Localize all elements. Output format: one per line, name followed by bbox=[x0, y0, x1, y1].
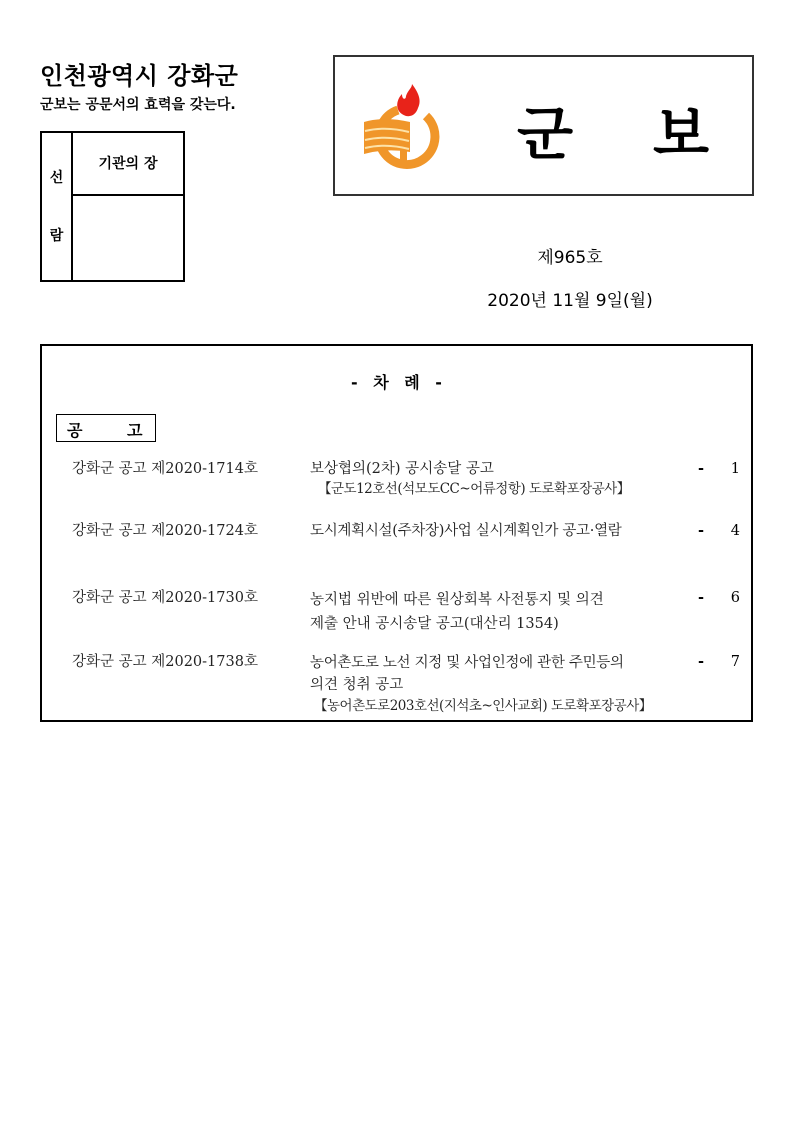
toc-title: - 차 례 - bbox=[351, 373, 442, 392]
approval-side-label-bottom: 람 bbox=[49, 228, 64, 244]
toc-entry-dash: - bbox=[698, 589, 705, 606]
toc-entry-notice-no: 강화군 공고 제2020-1738호 bbox=[72, 654, 258, 670]
toc-entry-title[interactable] bbox=[310, 459, 700, 499]
ganghwa-county-emblem-icon bbox=[360, 82, 450, 172]
section-header-notice bbox=[56, 414, 156, 442]
approval-side-column bbox=[42, 133, 73, 280]
issue-date: 2020년 11월 9일(월) bbox=[487, 291, 653, 311]
toc-entry-page[interactable]: 4 bbox=[730, 523, 740, 539]
approval-head-label: 기관의 장 bbox=[98, 156, 158, 172]
issue-number: 제965호 bbox=[537, 248, 603, 268]
org-subtitle: 군보는 공문서의 효력을 갖는다. bbox=[40, 97, 236, 113]
toc-entry-title[interactable] bbox=[310, 588, 700, 636]
toc-entry-title-line: 의견 청취 공고 bbox=[310, 677, 404, 693]
toc-entry-title-line: 농어촌도로 노선 지정 및 사업인정에 관한 주민등의 bbox=[310, 655, 624, 671]
masthead-title-char-1: 군 bbox=[517, 100, 574, 168]
toc-entry-sub-line: 【농어촌도로203호선(지석초~인사교회) 도로확포장공사】 bbox=[314, 698, 652, 714]
toc-entry-page[interactable]: 7 bbox=[730, 654, 740, 670]
toc-entry-sub-line: 【군도12호선(석모도CC~어류정항) 도로확포장공사】 bbox=[318, 481, 630, 497]
toc-entry-dash: - bbox=[698, 522, 705, 539]
toc-entry-dash: - bbox=[698, 460, 705, 477]
approval-side-label-top: 선 bbox=[49, 170, 64, 186]
toc-entry-title-line: 도시계획시설(주차장)사업 실시계획인가 공고·열람 bbox=[310, 523, 622, 539]
table-of-contents bbox=[40, 344, 753, 722]
approval-box bbox=[40, 131, 185, 282]
masthead-title-char-2: 보 bbox=[653, 100, 710, 168]
toc-entry-title[interactable] bbox=[310, 652, 700, 716]
toc-entry-notice-no: 강화군 공고 제2020-1714호 bbox=[72, 461, 258, 477]
approval-signature-cell bbox=[73, 196, 183, 280]
toc-entry-notice-no: 강화군 공고 제2020-1724호 bbox=[72, 523, 258, 539]
section-char-1: 공 bbox=[67, 421, 83, 440]
toc-entry-page[interactable]: 6 bbox=[730, 590, 740, 606]
toc-entry-title-line: 농지법 위반에 따른 원상회복 사전통지 및 의견 bbox=[310, 592, 604, 608]
org-title: 인천광역시 강화군 bbox=[40, 62, 239, 90]
section-char-2: 고 bbox=[127, 421, 143, 440]
masthead-box bbox=[333, 55, 754, 196]
toc-entry-dash: - bbox=[698, 653, 705, 670]
toc-entry-title-line: 보상협의(2차) 공시송달 공고 bbox=[310, 461, 494, 477]
toc-entry-page[interactable]: 1 bbox=[730, 461, 740, 477]
approval-head-cell bbox=[73, 133, 183, 196]
toc-entry-title[interactable] bbox=[310, 521, 700, 541]
toc-entry-notice-no: 강화군 공고 제2020-1730호 bbox=[72, 590, 258, 606]
toc-entry-title-line: 제출 안내 공시송달 공고(대산리 1354) bbox=[310, 616, 559, 632]
